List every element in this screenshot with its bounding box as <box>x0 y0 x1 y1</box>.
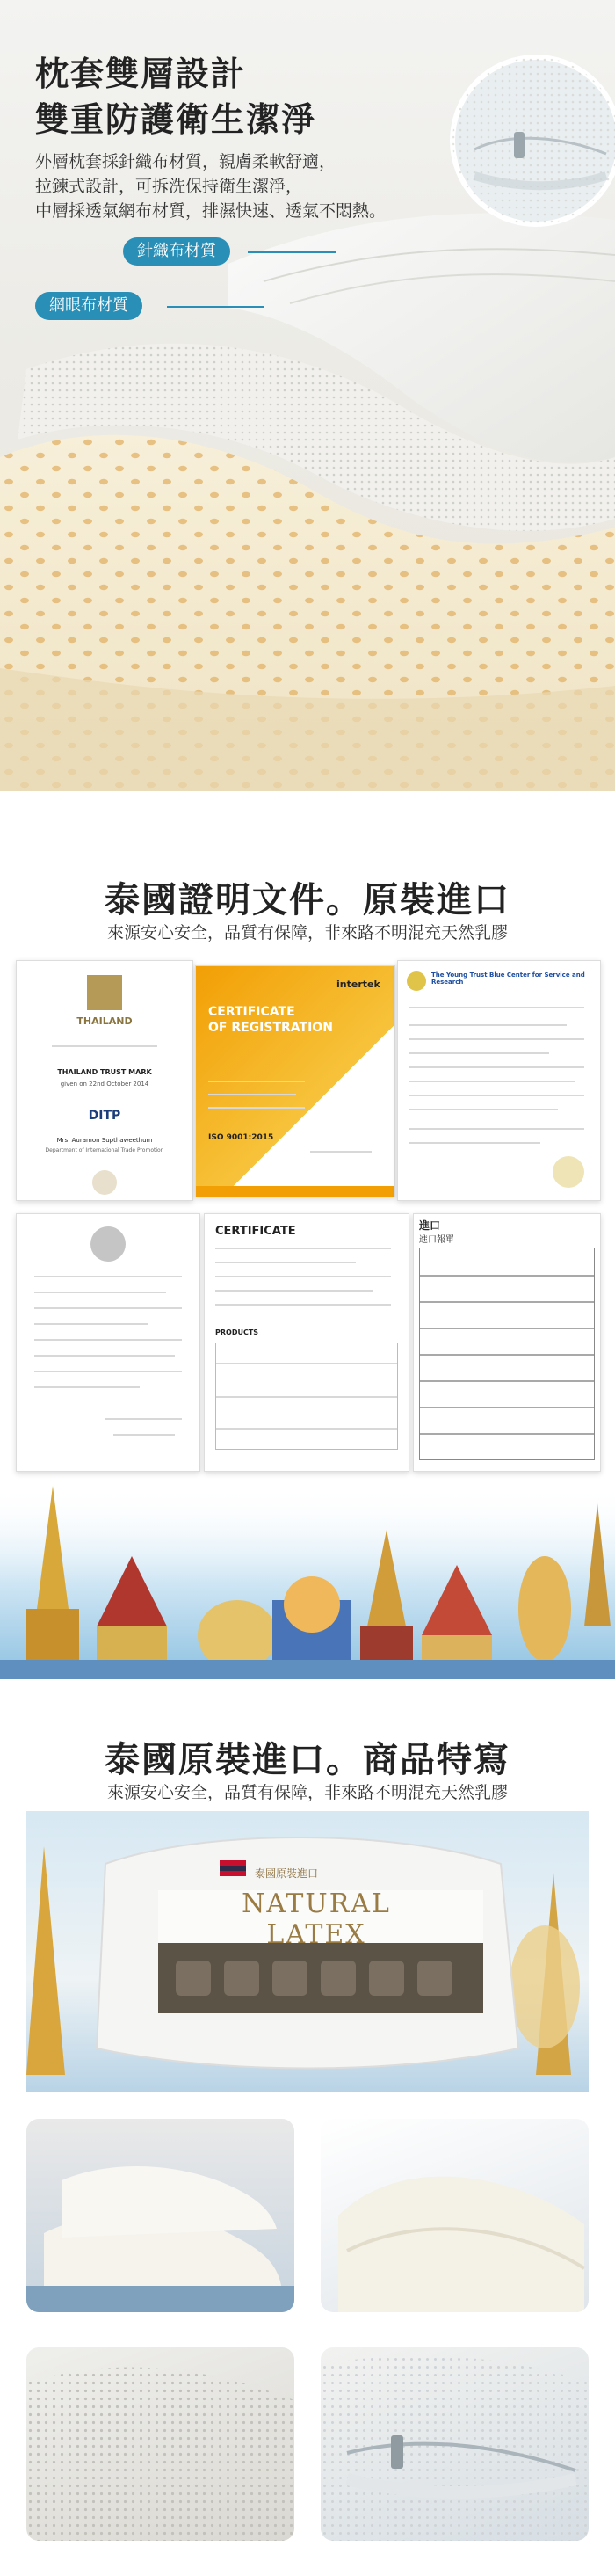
doc2-standard: ISO 9001:2015 <box>208 1133 274 1142</box>
section-title <box>35 51 316 142</box>
thai-research-certificate <box>397 960 601 1201</box>
garuda-emblem <box>90 1226 126 1262</box>
thai-government-letter <box>16 1213 200 1472</box>
products-subtitle: 來源安心安全，品質有保障，非來路不明混充天然乳膠 <box>106 1783 508 1802</box>
doc3-seal <box>553 1156 584 1188</box>
knit-leader-line <box>248 251 336 253</box>
pillows-stack-photo <box>26 2119 294 2312</box>
doc1-logo: DITP <box>88 1109 121 1123</box>
certificates-subtitle: 來源安心安全，品質有保障，非來路不明混充天然乳膠 <box>106 923 508 942</box>
layers-section <box>0 0 615 791</box>
package-small-label: 泰國原裝進口 <box>255 1867 319 1880</box>
mesh-leader-line <box>167 306 264 308</box>
title-line-2: 雙重防護衛生潔淨 <box>35 100 317 139</box>
knit-fabric-tag: 針織布材質 <box>123 237 230 266</box>
thailand-trust-mark-certificate <box>16 960 193 1201</box>
doc5-section: PRODUCTS <box>215 1328 259 1336</box>
zipper-closeup-photo <box>321 2347 589 2541</box>
trust-mark-logo <box>87 975 122 1010</box>
products-title: 泰國原裝進口。商品特寫 <box>105 1740 510 1780</box>
doc2-line2: OF REGISTRATION <box>208 1021 333 1035</box>
doc1-seal <box>92 1170 117 1195</box>
doc5-title: CERTIFICATE <box>215 1225 296 1238</box>
product-certificate <box>204 1213 409 1472</box>
certificates-title: 泰國證明文件。原裝進口 <box>105 880 510 921</box>
thai-landmarks-decoration <box>0 1451 615 1679</box>
pillow-contour-photo <box>321 2119 589 2312</box>
doc1-date: given on 22nd October 2014 <box>60 1081 149 1088</box>
certificates-section <box>0 791 615 1679</box>
mesh-fabric-tag: 網眼布材質 <box>35 292 142 320</box>
doc1-signer: Mrs. Auramon Supthaweethum <box>56 1137 153 1144</box>
desc-line-1: 外層枕套採針織布材質，親膚柔軟舒適， <box>35 152 336 171</box>
section-description <box>35 149 386 223</box>
doc6-subtitle: 進口報單 <box>419 1235 454 1245</box>
doc1-heading: THAILAND TRUST MARK <box>57 1068 152 1076</box>
doc3-logo <box>407 971 426 991</box>
doc2-line1: CERTIFICATE <box>208 1005 295 1019</box>
doc5-products-table <box>215 1343 398 1450</box>
products-section <box>0 1679 615 2576</box>
doc1-signer-title: Department of International Trade Promotion <box>45 1147 164 1153</box>
package-photo <box>26 1811 589 2092</box>
title-line-1: 枕套雙層設計 <box>35 55 247 93</box>
iso-registration-certificate <box>195 965 395 1197</box>
doc6-title: 進口 <box>419 1219 441 1232</box>
desc-line-3: 中層採透氣網布材質，排濕快速、透氣不悶熱。 <box>35 201 387 221</box>
package-label: NATURAL LATEX <box>242 1888 391 1950</box>
import-declaration <box>413 1213 601 1472</box>
doc3-org: The Young Trust Blue Center for Service and Research <box>431 971 585 986</box>
doc2-brand: intertek <box>336 979 380 990</box>
doc1-brand: THAILAND <box>76 1015 133 1027</box>
mesh-closeup-photo <box>26 2347 294 2541</box>
doc6-form-grid <box>419 1248 595 1460</box>
desc-line-2: 拉鍊式設計，可拆洗保持衛生潔淨， <box>35 177 303 196</box>
